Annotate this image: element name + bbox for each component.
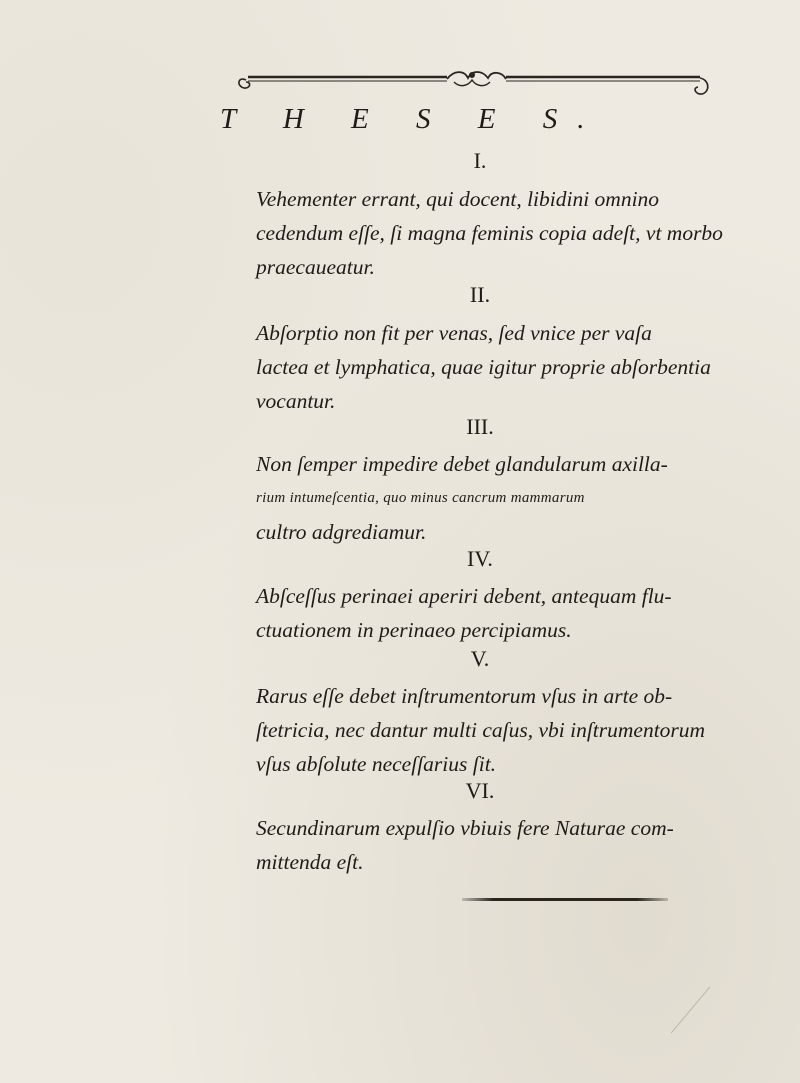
thesis-numeral-5: V.	[470, 646, 490, 671]
header-ornament	[232, 66, 714, 102]
thesis-1	[256, 182, 723, 284]
thesis-line: vſus abſolute neceſſarius ſit.	[256, 752, 497, 776]
thesis-numeral-2: II.	[469, 282, 491, 307]
thesis-4	[256, 579, 720, 647]
thesis-line: Abſceſſus perinaei aperiri debent, antequam flu-	[256, 584, 672, 608]
thesis-line: lactea et lymphatica, quae igitur proprie abſorbentia	[256, 355, 711, 379]
thesis-numeral-1: I.	[473, 148, 487, 173]
page-title: T H E S E S.	[220, 103, 605, 135]
thesis-line: praecaueatur.	[256, 255, 375, 279]
thesis-line: vocantur.	[256, 389, 336, 413]
thesis-line: cedendum eſſe, ſi magna feminis copia adeſt, vt morbo	[256, 221, 723, 245]
thesis-line: Non ſemper impedire debet glandularum axilla-	[256, 452, 668, 476]
thesis-3	[256, 447, 720, 549]
paper-mark	[671, 987, 710, 1034]
thesis-line: ctuationem in perinaeo percipiamus.	[256, 618, 572, 642]
closing-rule	[462, 898, 668, 901]
thesis-line: Secundinarum expulſio vbiuis fere Naturae com-	[256, 816, 674, 840]
thesis-numeral-6: VI.	[465, 778, 495, 803]
thesis-line: Rarus eſſe debet inſtrumentorum vſus in arte ob-	[256, 684, 673, 708]
thesis-line: Vehementer errant, qui docent, libidini omnino	[256, 187, 660, 211]
thesis-line: mittenda eſt.	[256, 850, 364, 874]
thesis-line: rium intumeſcentia, quo minus cancrum mammarum	[256, 490, 585, 506]
thesis-line: ſtetricia, nec dantur multi caſus, vbi inſtrumentorum	[256, 718, 706, 742]
thesis-5	[256, 679, 720, 781]
thesis-numeral-4: IV.	[467, 546, 493, 571]
thesis-line: Abſorptio non fit per venas, ſed vnice per vaſa	[256, 321, 652, 345]
thesis-line: cultro adgrediamur.	[256, 520, 427, 544]
thesis-6	[256, 811, 720, 879]
thesis-numeral-3: III.	[466, 414, 494, 439]
thesis-2	[256, 316, 720, 418]
